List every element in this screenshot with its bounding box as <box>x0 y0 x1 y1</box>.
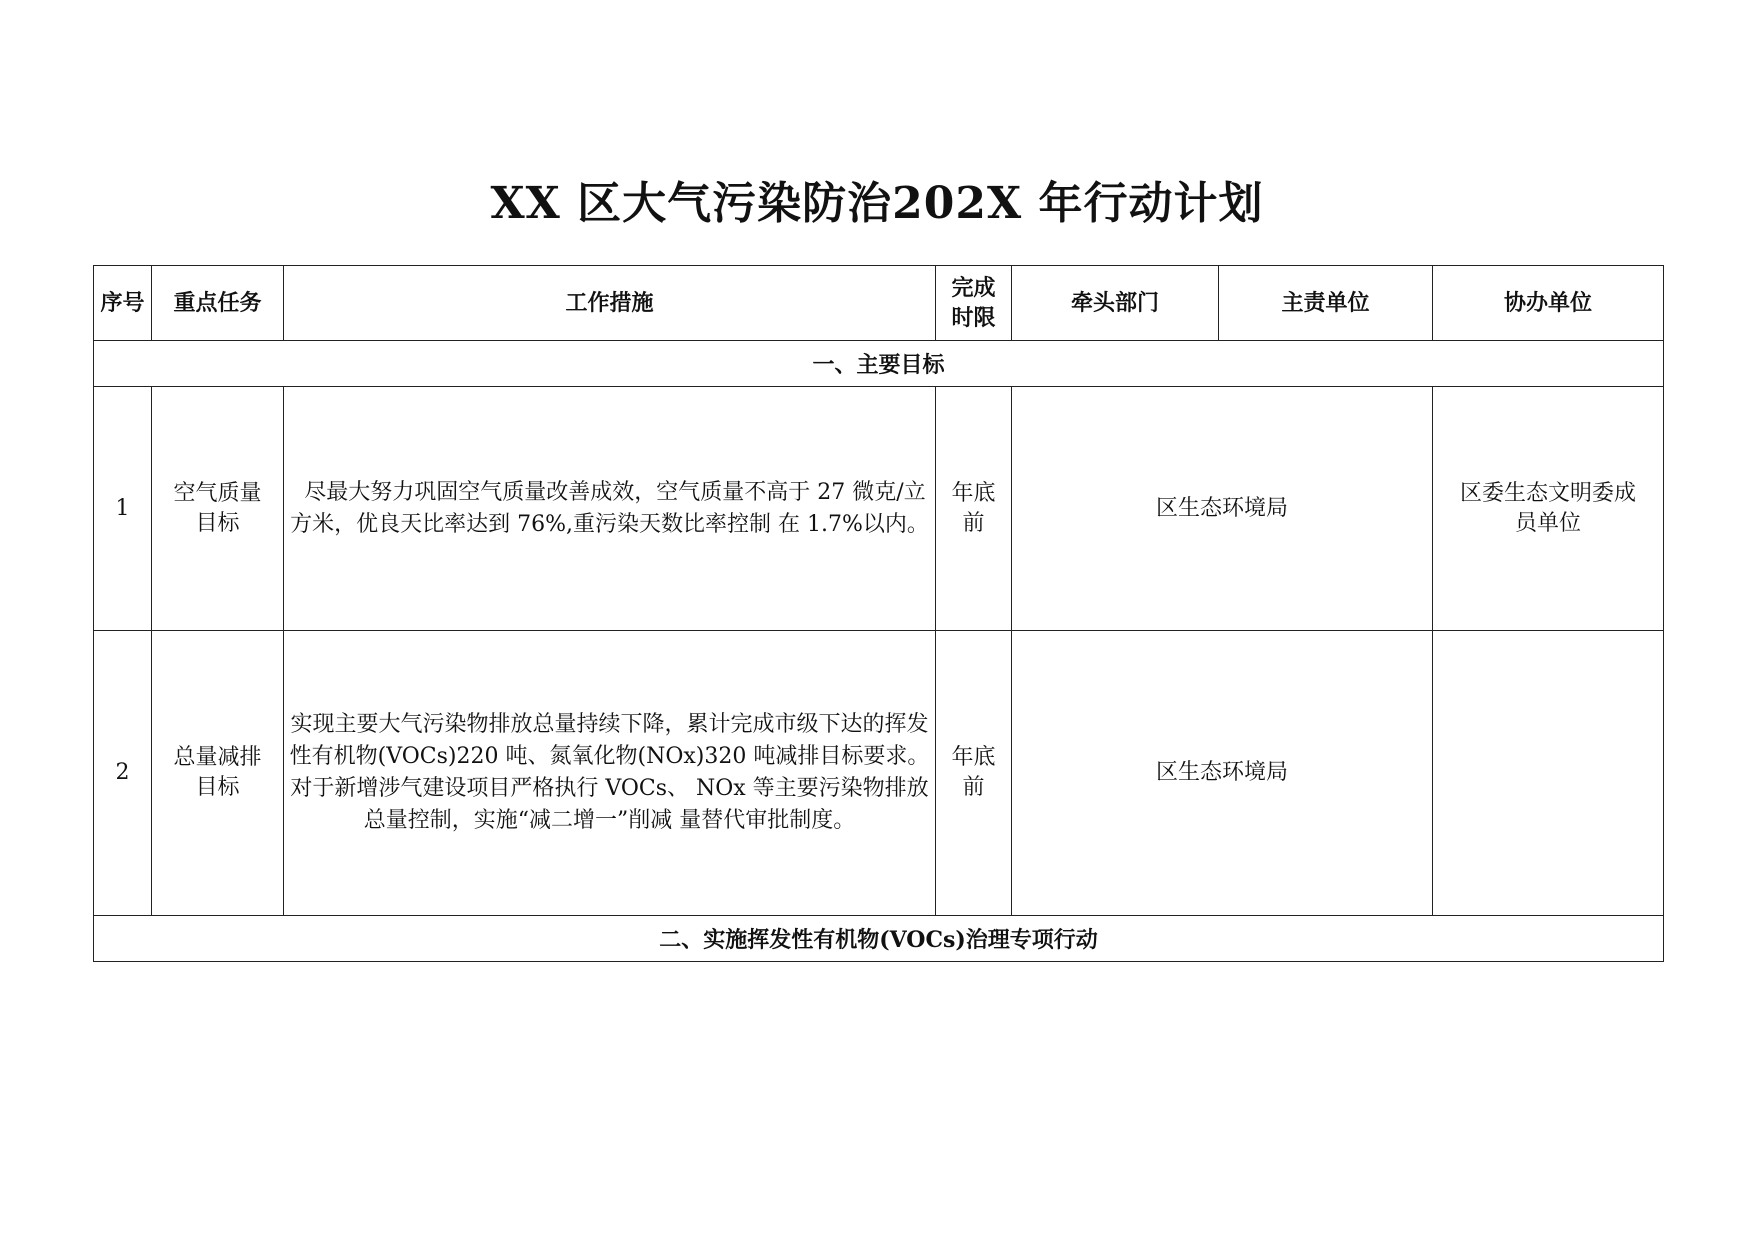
section-title: 一、主要目标 <box>94 341 1664 387</box>
row-responsible: 区生态环境局 <box>1012 631 1433 916</box>
header-measures: 工作措施 <box>284 266 936 341</box>
header-deadline: 完成时限 <box>936 266 1012 341</box>
header-assist-unit: 协办单位 <box>1433 266 1664 341</box>
row-assist-unit <box>1433 631 1664 916</box>
row-task: 空气质量目标 <box>152 387 284 631</box>
row-deadline: 年底前 <box>936 631 1012 916</box>
section-row <box>94 341 1664 387</box>
row-responsible: 区生态环境局 <box>1012 387 1433 631</box>
row-deadline: 年底前 <box>936 387 1012 631</box>
table-header-row <box>94 266 1664 341</box>
section-row <box>94 916 1664 962</box>
row-task: 总量减排目标 <box>152 631 284 916</box>
section-title: 二、实施挥发性有机物(VOCs)治理专项行动 <box>94 916 1664 962</box>
header-task: 重点任务 <box>152 266 284 341</box>
row-measures: 尽最大努力巩固空气质量改善成效，空气质量不高于 27 微克/立方米，优良天比率达到 76%,重污染天数比率控制 在 1.7%以内。 <box>284 387 936 631</box>
header-lead-dept: 牵头部门 <box>1012 266 1219 341</box>
header-no: 序号 <box>94 266 152 341</box>
row-no: 1 <box>94 387 152 631</box>
row-no: 2 <box>94 631 152 916</box>
table-row <box>94 387 1664 631</box>
action-plan-table <box>93 265 1664 962</box>
page-title: XX 区大气污染防治202X 年行动计划 <box>490 178 1264 229</box>
row-measures: 实现主要大气污染物排放总量持续下降，累计完成市级下达的挥发性有机物(VOCs)220 吨、氮氧化物(NOx)320 吨减排目标要求。对于新增涉气建设项目严格执行 VOCs、 NOx 等主要污染物排放总量控制，实施“减二增一”削减 量替代审批制度。 <box>284 631 936 916</box>
header-main-unit: 主责单位 <box>1219 266 1433 341</box>
row-assist-unit: 区委生态文明委成员单位 <box>1433 387 1664 631</box>
table-row <box>94 631 1664 916</box>
